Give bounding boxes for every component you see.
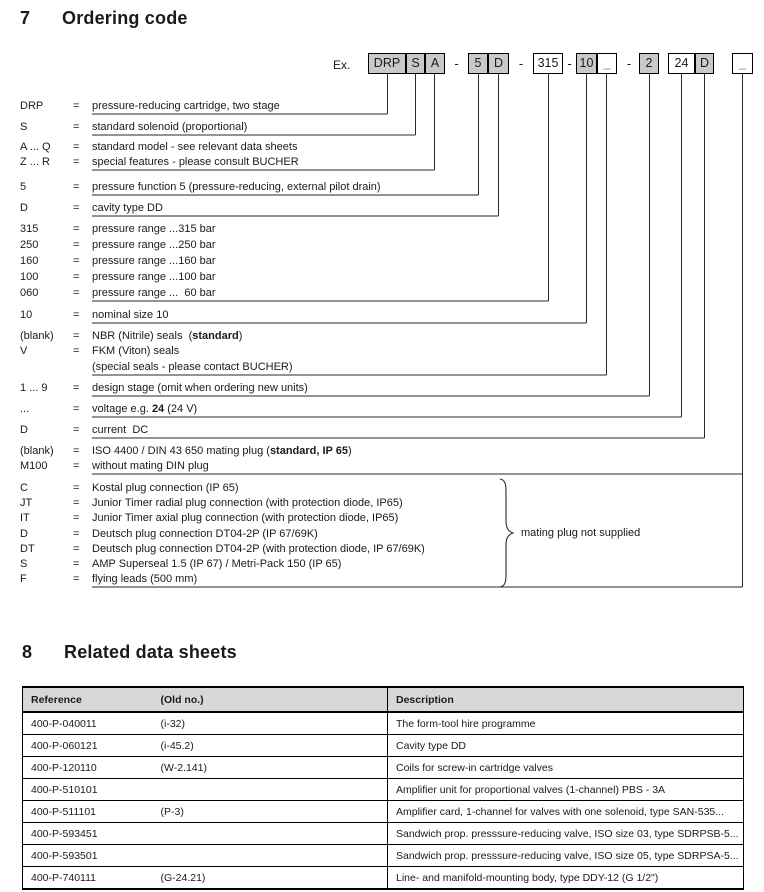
table-row [23,845,744,867]
code-description: standard model - see relevant data sheets [92,141,298,153]
equals-sign: = [73,345,80,357]
code-description: NBR (Nitrile) seals (standard) [92,330,243,342]
code-label: 100 [20,271,39,283]
equals-sign: = [73,287,80,299]
table-row [23,779,744,801]
related-data-sheets-table [22,686,744,890]
code-label: 160 [20,255,39,267]
old-no-cell [153,823,388,845]
description-cell: Cavity type DD [388,735,744,757]
equals-sign: = [73,223,80,235]
code-label: 10 [20,309,33,321]
description-cell: Amplifier unit for proportional valves (1-channel) PBS - 3A [388,779,744,801]
equals-sign: = [73,330,80,342]
ordering-row [0,345,764,359]
ordering-row [0,543,764,557]
ordering-row [0,156,764,170]
code-description: pressure function 5 (pressure-reducing, external pilot drain) [92,181,381,193]
example-label: Ex. [333,58,351,72]
code-description: Kostal plug connection (IP 65) [92,482,239,494]
code-label: 5 [20,181,27,193]
section-8-heading [22,642,237,663]
equals-sign: = [73,482,80,494]
section-7-heading [20,8,188,29]
reference-cell: 400-P-593451 [23,823,153,845]
equals-sign: = [73,271,80,283]
ordering-row [0,287,764,301]
ordering-row [0,573,764,587]
code-description: Junior Timer axial plug connection (with protection diode, IP65) [92,512,399,524]
reference-cell: 400-P-060121 [23,735,153,757]
description-cell: The form-tool hire programme [388,712,744,735]
code-box-d: D [488,53,509,74]
equals-sign: = [73,181,80,193]
reference-cell: 400-P-593501 [23,845,153,867]
equals-sign: = [73,543,80,555]
ordering-row [0,528,764,542]
code-box-a: A [425,53,445,74]
old-no-cell: (i-45.2) [153,735,388,757]
code-box-drp: DRP [368,53,406,74]
code-description: Junior Timer radial plug connection (with protection diode, IP65) [92,497,403,509]
code-box-315: 315 [533,53,563,74]
equals-sign: = [73,573,80,585]
mating-plug-note: mating plug not supplied [521,527,641,539]
code-label: D [20,202,28,214]
table-header-row [23,687,744,712]
code-description: cavity type DD [92,202,163,214]
equals-sign: = [73,528,80,540]
old-no-cell: (P-3) [153,801,388,823]
ordering-row [0,330,764,344]
code-description: ISO 4400 / DIN 43 650 mating plug (standard, IP 65) [92,445,352,457]
code-label: (blank) [20,330,54,342]
old-no-cell: (i-32) [153,712,388,735]
section-7-title: Ordering code [62,8,188,28]
code-description: (special seals - please contact BUCHER) [92,361,293,373]
code-label: S [20,121,28,133]
table-header-cell: Description [388,687,744,712]
code-description: Deutsch plug connection DT04-2P (with protection diode, IP 67/69K) [92,543,425,555]
code-label: A ... Q [20,141,51,153]
code-description: voltage e.g. 24 (24 V) [92,403,198,415]
code-label: (blank) [20,445,54,457]
table-header-cell: Reference [23,687,153,712]
equals-sign: = [73,424,80,436]
code-description: AMP Superseal 1.5 (IP 67) / Metri-Pack 150 (IP 65) [92,558,342,570]
code-label: F [20,573,27,585]
code-label: IT [20,512,30,524]
old-no-cell [153,845,388,867]
code-box-24: 24 [668,53,695,74]
description-cell: Line- and manifold-mounting body, type DDY-12 (G 1/2") [388,867,744,890]
ordering-row [0,202,764,216]
equals-sign: = [73,309,80,321]
table-row [23,735,744,757]
ordering-row [0,100,764,114]
description-cell: Coils for screw-in cartridge valves [388,757,744,779]
code-separator-dash: - [518,56,524,71]
table-row [23,801,744,823]
equals-sign: = [73,255,80,267]
description-cell: Amplifier card, 1-channel for valves with one solenoid, type SAN-535... [388,801,744,823]
code-box-_: _ [732,53,753,74]
equals-sign: = [73,558,80,570]
equals-sign: = [73,445,80,457]
code-label: JT [20,497,33,509]
equals-sign: = [73,497,80,509]
table-row [23,823,744,845]
section-7-number: 7 [20,8,31,28]
equals-sign: = [73,202,80,214]
ordering-row [0,271,764,285]
equals-sign: = [73,239,80,251]
old-no-cell [153,779,388,801]
table-body [23,712,744,889]
code-separator-dash: - [567,56,572,71]
code-label: D [20,424,28,436]
section-8-title: Related data sheets [64,642,237,662]
old-no-cell: (W-2.141) [153,757,388,779]
code-box-2: 2 [639,53,659,74]
code-description: special features - please consult BUCHER [92,156,299,168]
ordering-row [0,424,764,438]
old-no-cell: (G-24.21) [153,867,388,890]
ordering-row [0,121,764,135]
code-description: pressure range ...160 bar [92,255,216,267]
equals-sign: = [73,141,80,153]
table-row [23,757,744,779]
ordering-row [0,558,764,572]
code-box-d: D [695,53,714,74]
code-separator-dash: - [626,56,632,71]
code-label: S [20,558,28,570]
reference-cell: 400-P-511101 [23,801,153,823]
code-description: standard solenoid (proportional) [92,121,248,133]
description-cell: Sandwich prop. presssure-reducing valve, ISO size 05, type SDRPSA-5... [388,845,744,867]
code-box-_: _ [597,53,617,74]
code-label: ... [20,403,30,415]
equals-sign: = [73,382,80,394]
table-row [23,712,744,735]
code-label: C [20,482,28,494]
code-label: D [20,528,28,540]
equals-sign: = [73,100,80,112]
code-label: 060 [20,287,39,299]
equals-sign: = [73,512,80,524]
ordering-row [0,497,764,511]
ordering-row [0,255,764,269]
code-description: Deutsch plug connection DT04-2P (IP 67/69K) [92,528,318,540]
description-cell: Sandwich prop. presssure-reducing valve, ISO size 03, type SDRPSB-5... [388,823,744,845]
ordering-row [0,482,764,496]
section-8-number: 8 [22,642,33,662]
equals-sign: = [73,403,80,415]
ordering-row [0,445,764,459]
code-description: pressure-reducing cartridge, two stage [92,100,280,112]
code-label: 315 [20,223,39,235]
ordering-row [0,239,764,253]
ordering-row [0,141,764,155]
ordering-row [0,403,764,417]
code-description: flying leads (500 mm) [92,573,198,585]
ordering-row [0,460,764,474]
code-label: DT [20,543,35,555]
reference-cell: 400-P-510101 [23,779,153,801]
code-label: DRP [20,100,44,112]
code-description: pressure range ... 60 bar [92,287,216,299]
code-label: 250 [20,239,39,251]
table-header-cell: (Old no.) [153,687,388,712]
equals-sign: = [73,156,80,168]
ordering-row [0,382,764,396]
code-description: pressure range ...315 bar [92,223,216,235]
reference-cell: 400-P-040011 [23,712,153,735]
code-description: design stage (omit when ordering new units) [92,382,308,394]
code-box-s: S [406,53,425,74]
code-description: pressure range ...250 bar [92,239,216,251]
equals-sign: = [73,121,80,133]
code-description: pressure range ...100 bar [92,271,216,283]
code-description: FKM (Viton) seals [92,345,180,357]
reference-cell: 400-P-120110 [23,757,153,779]
table-row [23,867,744,890]
reference-cell: 400-P-740111 [23,867,153,890]
code-label: V [20,345,28,357]
code-label: Z ... R [20,156,50,168]
code-description: current DC [92,424,149,436]
ordering-row [0,361,764,375]
code-box-10: 10 [576,53,597,74]
ordering-row [0,309,764,323]
equals-sign: = [73,460,80,472]
ordering-row [0,223,764,237]
code-description: nominal size 10 [92,309,169,321]
code-label: M100 [20,460,48,472]
ordering-row [0,512,764,526]
code-separator-dash: - [454,56,459,71]
code-description: without mating DIN plug [92,460,209,472]
code-label: 1 ... 9 [20,382,48,394]
ordering-row [0,181,764,195]
code-box-5: 5 [468,53,488,74]
